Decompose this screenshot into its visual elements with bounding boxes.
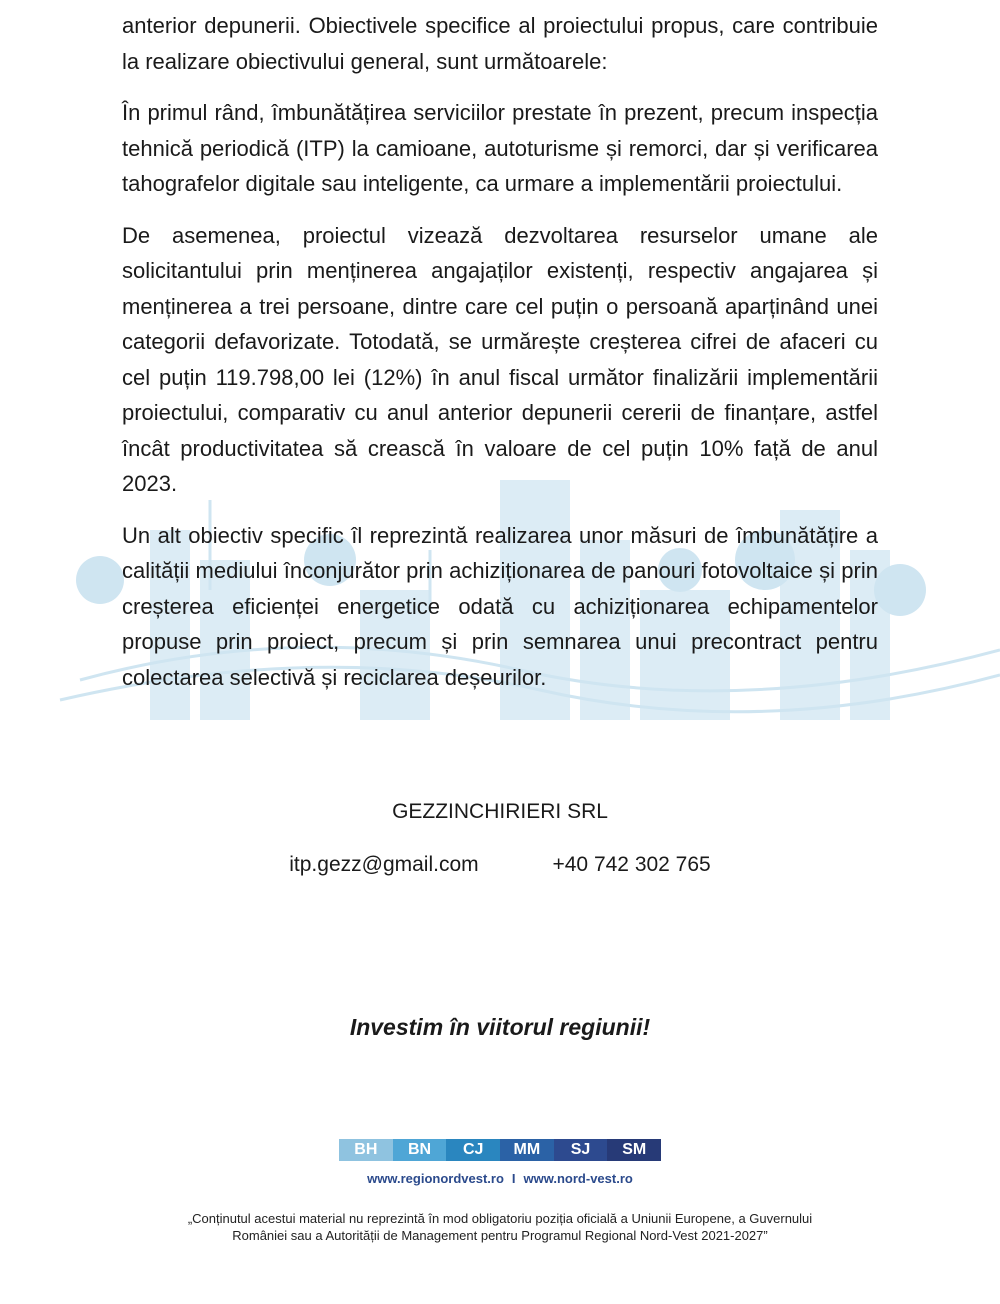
- county-bar: [339, 1139, 661, 1161]
- paragraph: De asemenea, proiectul vizează dezvoltarea resurselor umane ale solicitantului prin menținerea angajaților existenți, respectiv angajarea și menținerea a trei persoane, dintre care cel puțin o persoană aparținând unei categorii defavorizate. Totodată, se urmărește creșterea cifrei de afaceri cu cel puțin 119.798,00 lei (12%) în anul fiscal următor finalizării implementării proiectului, comparativ cu anul anterior depunerii cererii de finanțare, astfel încât productivitatea să crească în valoare de cel puțin 10% față de anul 2023.: [122, 222, 878, 496]
- website-link-regionordvest[interactable]: www.regionordvest.ro: [367, 1171, 504, 1186]
- website-separator: I: [511, 1171, 516, 1186]
- county-badge: BH: [339, 1139, 393, 1161]
- paragraph: anterior depunerii. Obiectivele specifice al proiectului propus, care contribuie la realizare obiectivului general, sunt următoarele:: [122, 13, 878, 74]
- contact-email[interactable]: itp.gezz@gmail.com: [289, 853, 479, 876]
- county-badge: SM: [607, 1139, 661, 1161]
- company-name: GEZZINCHIRIERI SRL: [392, 800, 608, 823]
- county-badge: SJ: [554, 1139, 608, 1161]
- slogan: Investim în viitorul regiunii!: [349, 1014, 651, 1040]
- website-link-nord-vest[interactable]: www.nord-vest.ro: [523, 1171, 633, 1186]
- paragraph: În primul rând, îmbunătățirea serviciilor prestate în prezent, precum inspecția tehnică periodică (ITP) la camioane, autoturisme și remorci, dar și verificarea tahografelor digitale sau inteligente, ca urmare a implementării proiectului.: [122, 100, 878, 196]
- county-badge: MM: [500, 1139, 554, 1161]
- contact-line: [0, 853, 1000, 877]
- disclaimer-line: „Conținutul acestui material nu reprezintă în mod obligatoriu poziția oficială a Uniunii Europene, a Guvernului: [187, 1211, 813, 1226]
- county-badge: CJ: [446, 1139, 500, 1161]
- body-text: [122, 8, 878, 711]
- paragraph: Un alt obiectiv specific îl reprezintă realizarea unor măsuri de îmbunătățire a calității mediului înconjurător prin achiziționarea de panouri fotovoltaice și prin creșterea eficienței energetice odată cu achiziționarea echipamentelor propuse prin proiect, precum și prin semnarea unui precontract pentru colectarea selectivă și reciclarea deșeurilor.: [122, 522, 878, 690]
- website-links: [0, 1171, 1000, 1186]
- disclaimer-line: României sau a Autorității de Management pentru Programul Regional Nord-Vest 2021-2027”: [232, 1228, 768, 1243]
- disclaimer: [150, 1210, 850, 1244]
- county-badge: BN: [393, 1139, 447, 1161]
- contact-phone[interactable]: +40 742 302 765: [552, 853, 711, 876]
